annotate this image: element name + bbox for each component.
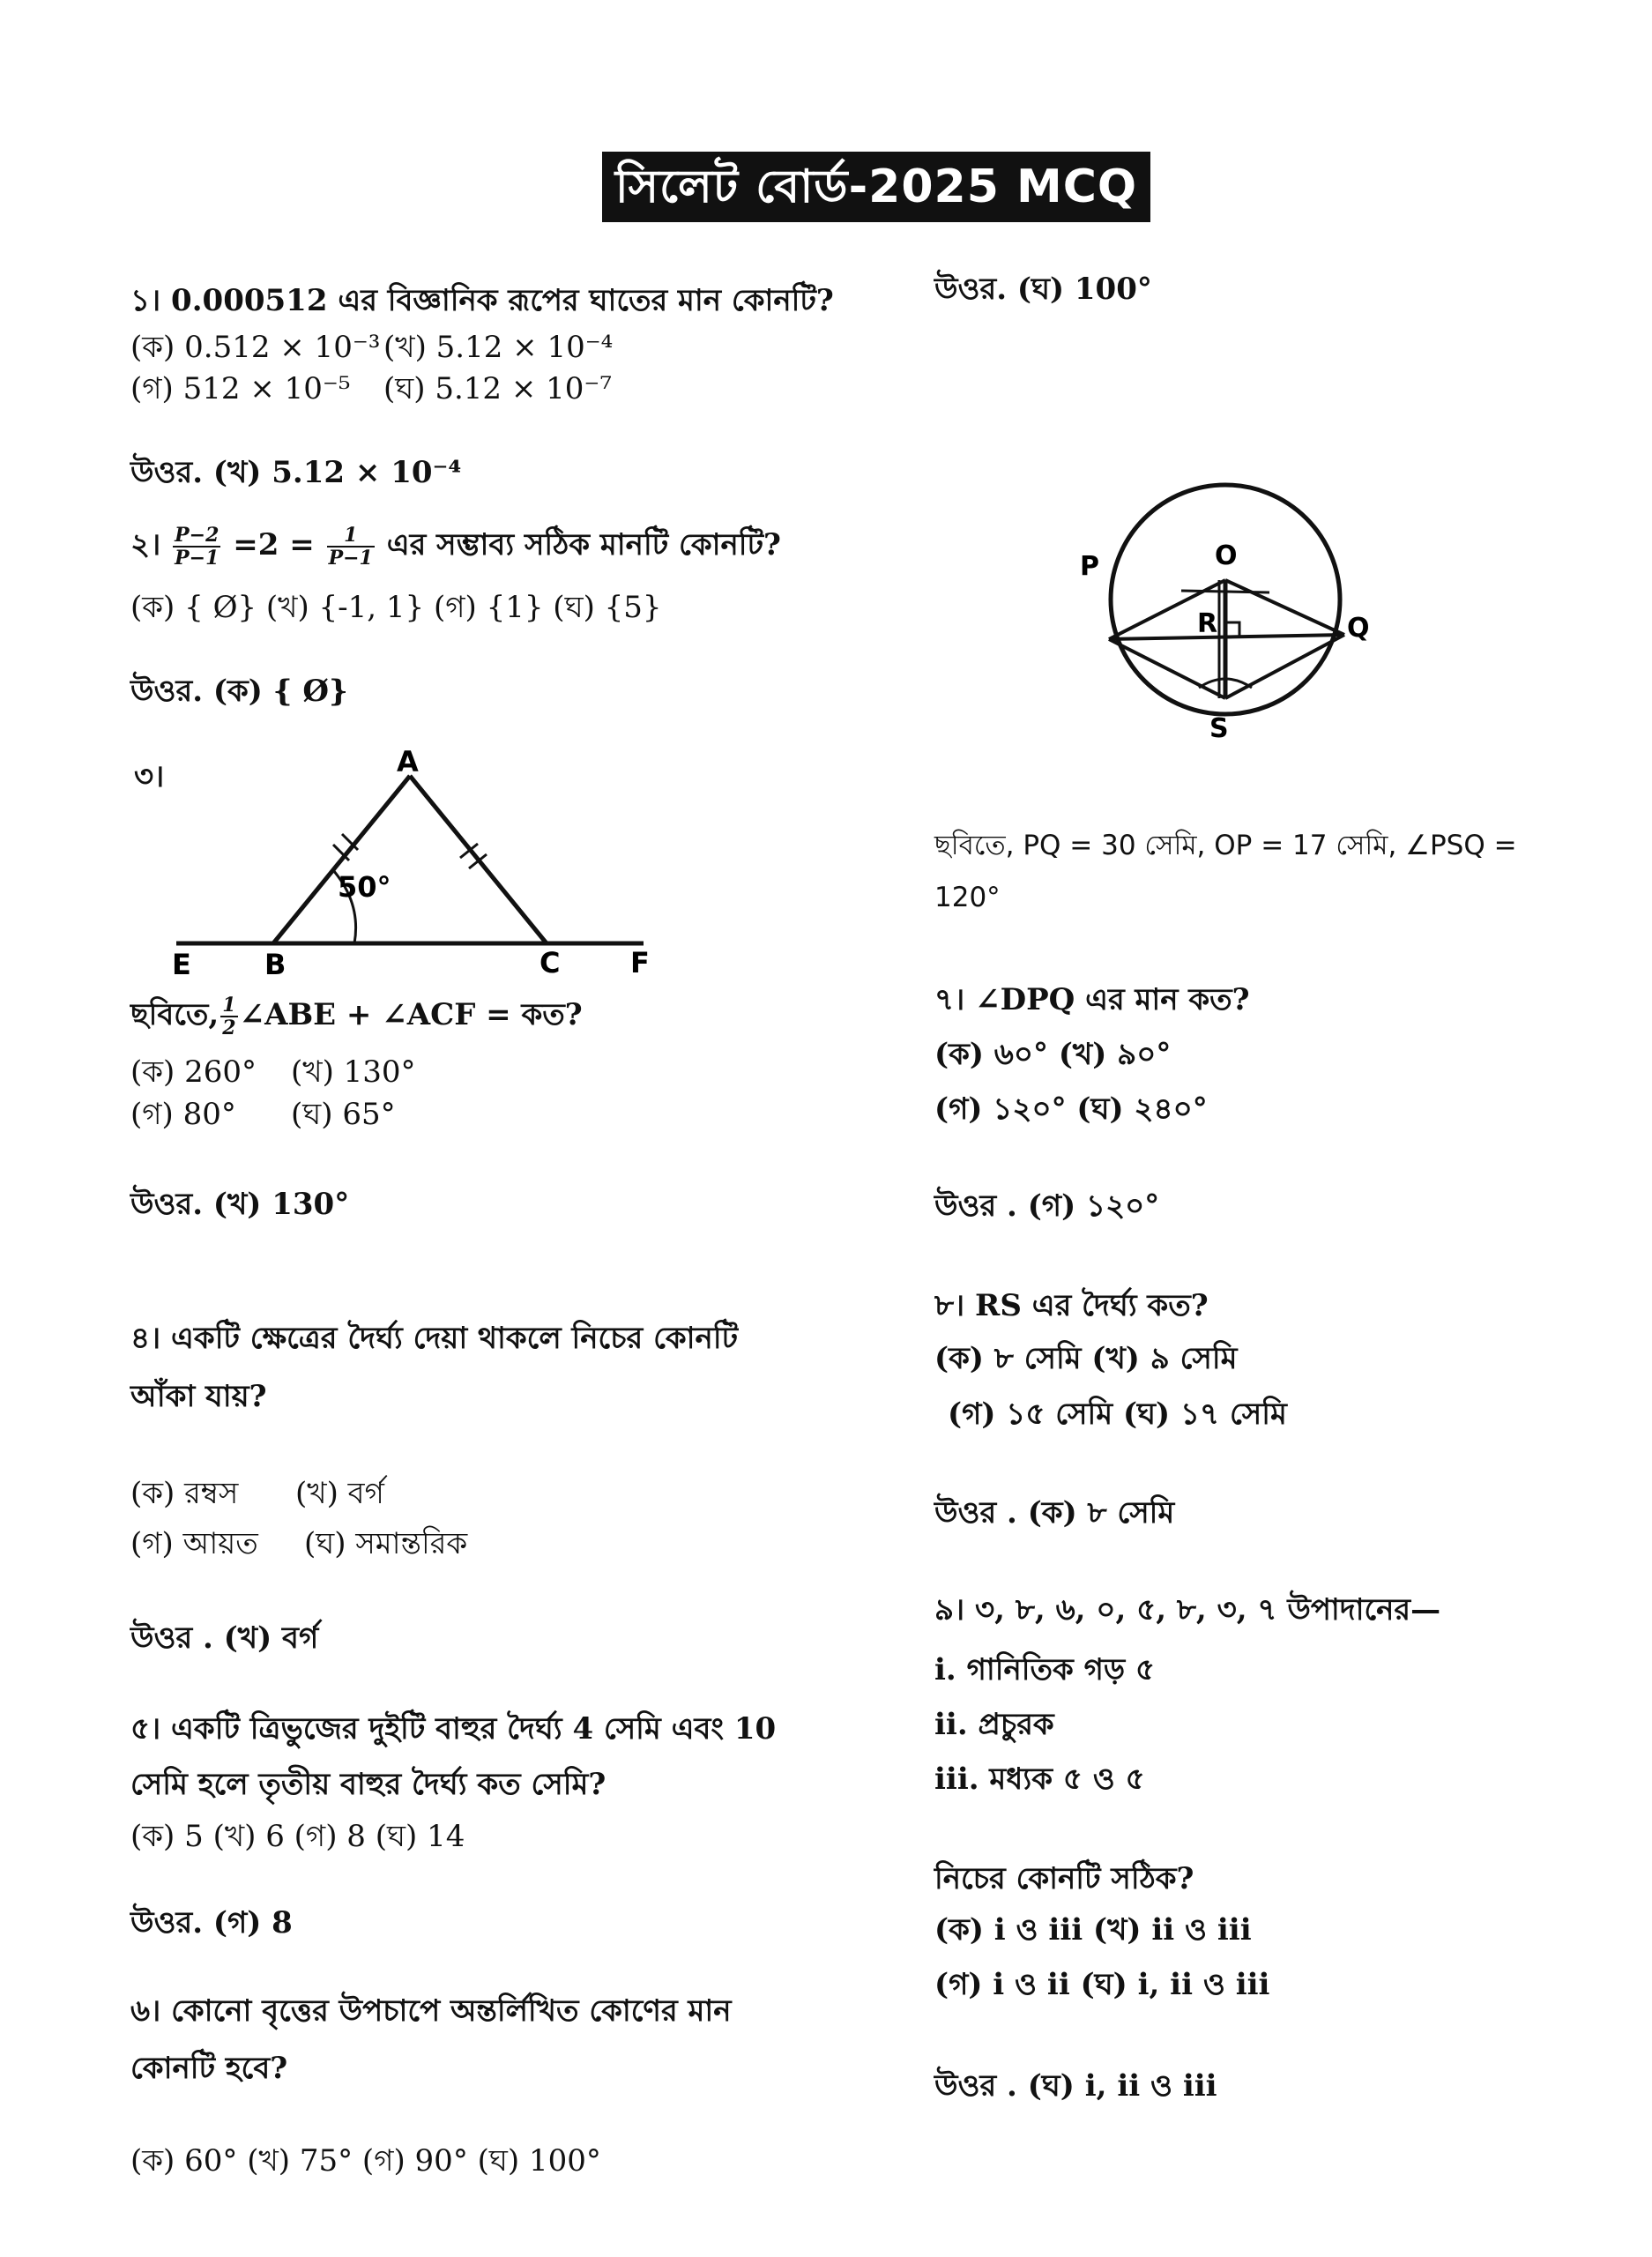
- q5-stem-line1: ৫। একটি ত্রিভুজের দুইটি বাহুর দৈর্ঘ্য 4 সেমি এবং 10: [130, 1711, 777, 1747]
- point-s-label: S: [1209, 713, 1229, 744]
- angle-label: 50°: [338, 870, 391, 904]
- q6-stem-line2: কোনটি হবে?: [130, 2051, 288, 2086]
- context-line1: ছবিতে, PQ = 30 সেমি, OP = 17 সেমি, ∠PSQ =: [934, 830, 1517, 861]
- q3-option-b: (খ) 130°: [291, 1054, 416, 1090]
- point-o-label: O: [1215, 540, 1238, 571]
- q7-stem: ৭। ∠DPQ এর মান কত?: [934, 982, 1250, 1017]
- q1-option-b: (খ) 5.12 × 10⁻⁴: [383, 330, 614, 365]
- triangle-figure: [150, 745, 670, 983]
- point-f-label: F: [630, 946, 650, 980]
- vertex-a-label: A: [397, 745, 419, 778]
- q8-stem: ৮। RS এর দৈর্ঘ্য কত?: [934, 1288, 1209, 1323]
- q8-answer: উওর . (ক) ৮ সেমি: [934, 1495, 1175, 1531]
- q4-stem-line1: ৪। একটি ক্ষেত্রের দৈর্ঘ্য দেয়া থাকলে নিচের কোনটি: [130, 1321, 739, 1356]
- q9-statement-iii: iii. মধ্যক ৫ ও ৫: [934, 1762, 1145, 1797]
- q2-stem-tail: এর সম্ভাব্য সঠিক মানটি কোনটি?: [386, 527, 781, 562]
- q2-options: (ক) { Ø} (খ) {-1, 1} (গ) {1} (ঘ) {5}: [130, 590, 662, 625]
- q5-stem-line2: সেমি হলে তৃতীয় বাহুর দৈর্ঘ্য কত সেমি?: [130, 1767, 606, 1802]
- q4-option-c: (গ) আয়ত: [130, 1526, 258, 1561]
- q9-options-ab: (ক) i ও iii (খ) ii ও iii: [934, 1912, 1252, 1948]
- q6-options: (ক) 60° (খ) 75° (গ) 90° (ঘ) 100°: [130, 2143, 601, 2179]
- q1-answer: উওর. (খ) 5.12 × 10⁻⁴: [130, 455, 462, 490]
- q2-equals: =2 =: [233, 527, 315, 562]
- q5-answer: উওর. (গ) 8: [130, 1905, 293, 1940]
- q4-stem-line2: আঁকা যায়?: [130, 1379, 267, 1414]
- q9-statement-i: i. গানিতিক গড় ৫: [934, 1652, 1156, 1687]
- q8-options-cd: (গ) ১৫ সেমি (ঘ) ১৭ সেমি: [948, 1397, 1287, 1432]
- half-fraction: $\frac{1}{2}$: [222, 994, 236, 1039]
- circle-figure: [1067, 476, 1393, 749]
- q3-stem: ছবিতে, $\frac{1}{2}$ ∠ABE + ∠ACF = কত?: [130, 994, 583, 1039]
- q3-option-a: (ক) 260°: [130, 1054, 257, 1090]
- q1-option-c: (গ) 512 × 10⁻⁵: [130, 371, 351, 406]
- q4-option-b: (খ) বর্গ: [295, 1476, 384, 1511]
- q5-options: (ক) 5 (খ) 6 (গ) 8 (ঘ) 14: [130, 1819, 465, 1854]
- q7-options-ab: (ক) ৬০° (খ) ৯০°: [934, 1037, 1172, 1072]
- q9-stem: ৯। ৩, ৮, ৬, ০, ৫, ৮, ৩, ৭ উপাদানের—: [934, 1592, 1441, 1628]
- vertex-c-label: C: [540, 946, 561, 980]
- q3-number: ৩।: [134, 759, 165, 794]
- q7-answer: উওর . (গ) ১২০°: [934, 1188, 1160, 1224]
- q6-answer: উওর. (ঘ) 100°: [934, 272, 1152, 307]
- q4-option-a: (ক) রম্বস: [130, 1476, 239, 1511]
- q4-answer: উওর . (খ) বর্গ: [130, 1620, 319, 1656]
- q8-options-ab: (ক) ৮ সেমি (খ) ৯ সেমি: [934, 1341, 1238, 1376]
- q3-option-d: (ঘ) 65°: [291, 1097, 396, 1132]
- q9-question: নিচের কোনটি সঠিক?: [934, 1861, 1194, 1896]
- point-r-label: R: [1197, 608, 1218, 639]
- q9-answer: উওর . (ঘ) i, ii ও iii: [934, 2068, 1217, 2104]
- vertex-b-label: B: [264, 948, 286, 981]
- q2-stem: [130, 522, 781, 572]
- page-title: সিলেট বোর্ড-2025 MCQ: [602, 152, 1150, 222]
- q2-number: ২।: [130, 527, 161, 562]
- q1-stem: ১। 0.000512 এর বিজ্ঞানিক রূপের ঘাতের মান কোনটি?: [130, 283, 834, 318]
- q2-answer: উওর. (ক) { Ø}: [130, 674, 348, 709]
- q9-options-cd: (গ) i ও ii (ঘ) i, ii ও iii: [934, 1967, 1270, 2002]
- q3-answer: উওর. (খ) 130°: [130, 1187, 350, 1222]
- q2-fraction-1: $\frac{P-2}{P-1}$: [175, 524, 220, 570]
- q9-statement-ii: ii. প্রচুরক: [934, 1707, 1054, 1742]
- q1-option-a: (ক) 0.512 × 10⁻³: [130, 330, 381, 365]
- q7-options-cd: (গ) ১২০° (ঘ) ২৪০°: [934, 1091, 1208, 1127]
- point-e-label: E: [172, 948, 191, 981]
- q1-option-d: (ঘ) 5.12 × 10⁻⁷: [383, 371, 612, 406]
- q2-fraction-2: $\frac{1}{P-1}$: [328, 524, 373, 570]
- context-line2: 120°: [934, 882, 1001, 913]
- q6-stem-line1: ৬। কোনো বৃত্তের উপচাপে অন্তর্লিখিত কোণের মান: [130, 1993, 732, 2029]
- q4-option-d: (ঘ) সমান্তরিক: [304, 1526, 468, 1561]
- point-p-label: P: [1080, 551, 1099, 582]
- q3-option-c: (গ) 80°: [130, 1097, 236, 1132]
- point-q-label: Q: [1347, 613, 1370, 644]
